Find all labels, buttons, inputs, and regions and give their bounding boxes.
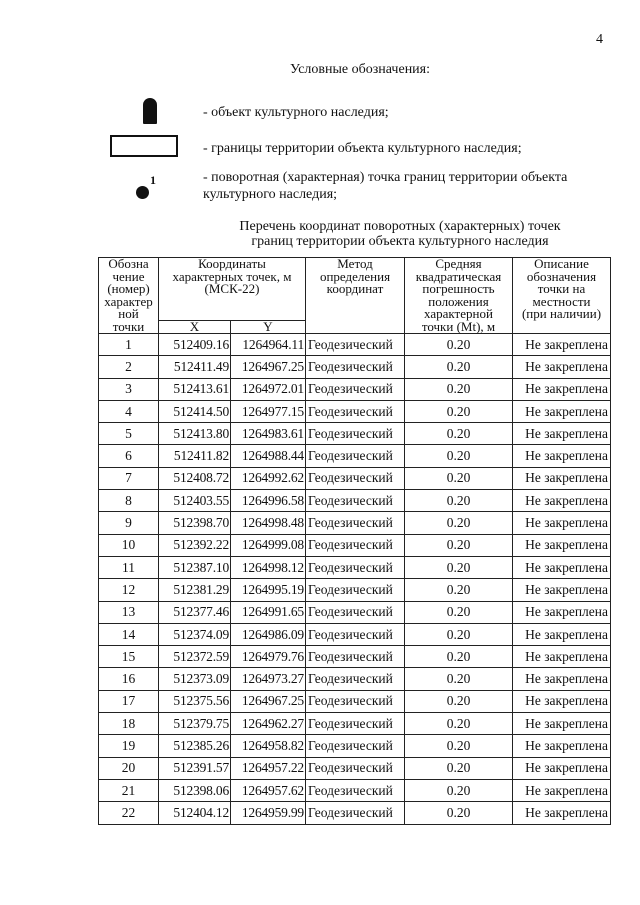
description-cell: Не закреплена — [513, 668, 611, 690]
point-number-cell: 16 — [99, 668, 159, 690]
accuracy-cell: 0.20 — [405, 802, 513, 824]
x-coordinate-cell: 512391.57 — [159, 757, 231, 779]
description-cell: Не закреплена — [513, 646, 611, 668]
legend-title: Условные обозначения: — [289, 62, 431, 77]
y-coordinate-cell: 1264957.22 — [231, 757, 306, 779]
description-cell: Не закреплена — [513, 378, 611, 400]
point-number-cell: 21 — [99, 779, 159, 801]
point-number-cell: 10 — [99, 534, 159, 556]
method-cell: Геодезический — [306, 623, 405, 645]
description-cell: Не закреплена — [513, 512, 611, 534]
x-coordinate-cell: 512377.46 — [159, 601, 231, 623]
point-number-cell: 4 — [99, 400, 159, 422]
method-cell: Геодезический — [306, 579, 405, 601]
legend-item-point-line2: культурного наследия; — [203, 187, 338, 202]
accuracy-cell: 0.20 — [405, 445, 513, 467]
y-coordinate-cell: 1264957.62 — [231, 779, 306, 801]
description-cell: Не закреплена — [513, 556, 611, 578]
accuracy-cell: 0.20 — [405, 334, 513, 356]
table-row — [99, 356, 611, 378]
table-row — [99, 534, 611, 556]
table-row — [99, 400, 611, 422]
description-cell: Не закреплена — [513, 802, 611, 824]
header-method: Метод определения координат — [306, 258, 405, 334]
table-row — [99, 623, 611, 645]
description-cell: Не закреплена — [513, 623, 611, 645]
list-title — [140, 219, 640, 249]
method-cell: Геодезический — [306, 334, 405, 356]
accuracy-cell: 0.20 — [405, 690, 513, 712]
y-coordinate-cell: 1264977.15 — [231, 400, 306, 422]
description-cell: Не закреплена — [513, 579, 611, 601]
description-cell: Не закреплена — [513, 334, 611, 356]
x-coordinate-cell: 512411.49 — [159, 356, 231, 378]
accuracy-cell: 0.20 — [405, 467, 513, 489]
accuracy-cell: 0.20 — [405, 356, 513, 378]
accuracy-cell: 0.20 — [405, 779, 513, 801]
accuracy-cell: 0.20 — [405, 400, 513, 422]
description-cell: Не закреплена — [513, 690, 611, 712]
method-cell: Геодезический — [306, 556, 405, 578]
point-number-cell: 8 — [99, 490, 159, 512]
x-coordinate-cell: 512408.72 — [159, 467, 231, 489]
y-coordinate-cell: 1264959.99 — [231, 802, 306, 824]
table-row — [99, 423, 611, 445]
method-cell: Геодезический — [306, 445, 405, 467]
method-cell: Геодезический — [306, 534, 405, 556]
accuracy-cell: 0.20 — [405, 490, 513, 512]
method-cell: Геодезический — [306, 802, 405, 824]
point-number-cell: 2 — [99, 356, 159, 378]
table-row — [99, 467, 611, 489]
accuracy-cell: 0.20 — [405, 423, 513, 445]
header-accuracy: Средняя квадратическая погрешность положения характерной точки (Mt), м — [405, 258, 513, 334]
y-coordinate-cell: 1264992.62 — [231, 467, 306, 489]
method-cell: Геодезический — [306, 668, 405, 690]
accuracy-cell: 0.20 — [405, 601, 513, 623]
point-number-cell: 18 — [99, 713, 159, 735]
method-cell: Геодезический — [306, 757, 405, 779]
table-row — [99, 646, 611, 668]
accuracy-cell: 0.20 — [405, 378, 513, 400]
table-row — [99, 378, 611, 400]
table-row — [99, 334, 611, 356]
accuracy-cell: 0.20 — [405, 556, 513, 578]
point-number-cell: 22 — [99, 802, 159, 824]
accuracy-cell: 0.20 — [405, 757, 513, 779]
accuracy-cell: 0.20 — [405, 646, 513, 668]
description-cell: Не закреплена — [513, 400, 611, 422]
description-cell: Не закреплена — [513, 490, 611, 512]
description-cell: Не закреплена — [513, 601, 611, 623]
header-designation: Обозна чение (номер) характер ной точки — [99, 258, 159, 334]
x-coordinate-cell: 512409.16 — [159, 334, 231, 356]
table-row — [99, 713, 611, 735]
y-coordinate-cell: 1264973.27 — [231, 668, 306, 690]
y-coordinate-cell: 1264979.76 — [231, 646, 306, 668]
description-cell: Не закреплена — [513, 356, 611, 378]
x-coordinate-cell: 512398.06 — [159, 779, 231, 801]
method-cell: Геодезический — [306, 490, 405, 512]
header-description: Описание обозначения точки на местности (при наличии) — [513, 258, 611, 334]
method-cell: Геодезический — [306, 423, 405, 445]
page-number: 4 — [596, 32, 603, 47]
point-number-cell: 20 — [99, 757, 159, 779]
description-cell: Не закреплена — [513, 467, 611, 489]
point-number-cell: 11 — [99, 556, 159, 578]
x-coordinate-cell: 512381.29 — [159, 579, 231, 601]
turning-point-label: 1 — [150, 173, 156, 187]
accuracy-cell: 0.20 — [405, 713, 513, 735]
point-number-cell: 7 — [99, 467, 159, 489]
turning-point-icon — [136, 186, 149, 199]
point-number-cell: 17 — [99, 690, 159, 712]
x-coordinate-cell: 512411.82 — [159, 445, 231, 467]
y-coordinate-cell: 1264996.58 — [231, 490, 306, 512]
y-coordinate-cell: 1264999.08 — [231, 534, 306, 556]
accuracy-cell: 0.20 — [405, 534, 513, 556]
table-row — [99, 802, 611, 824]
x-coordinate-cell: 512413.61 — [159, 378, 231, 400]
method-cell: Геодезический — [306, 400, 405, 422]
method-cell: Геодезический — [306, 601, 405, 623]
list-title-line1: Перечень координат поворотных (характерных) точек — [239, 219, 561, 234]
y-coordinate-cell: 1264958.82 — [231, 735, 306, 757]
method-cell: Геодезический — [306, 512, 405, 534]
table-row — [99, 490, 611, 512]
x-coordinate-cell: 512404.12 — [159, 802, 231, 824]
header-y: Y — [231, 320, 306, 334]
x-coordinate-cell: 512379.75 — [159, 713, 231, 735]
table-row — [99, 779, 611, 801]
point-number-cell: 13 — [99, 601, 159, 623]
boundary-rectangle-icon — [110, 135, 178, 157]
y-coordinate-cell: 1264988.44 — [231, 445, 306, 467]
x-coordinate-cell: 512373.09 — [159, 668, 231, 690]
legend-item-object: - объект культурного наследия; — [203, 105, 389, 120]
table-row — [99, 690, 611, 712]
accuracy-cell: 0.20 — [405, 668, 513, 690]
x-coordinate-cell: 512413.80 — [159, 423, 231, 445]
point-number-cell: 15 — [99, 646, 159, 668]
table-row — [99, 512, 611, 534]
table-row — [99, 668, 611, 690]
y-coordinate-cell: 1264986.09 — [231, 623, 306, 645]
legend-item-point-line1: - поворотная (характерная) точка границ территории объекта — [203, 170, 568, 185]
accuracy-cell: 0.20 — [405, 623, 513, 645]
y-coordinate-cell: 1264998.12 — [231, 556, 306, 578]
method-cell: Геодезический — [306, 735, 405, 757]
y-coordinate-cell: 1264967.25 — [231, 356, 306, 378]
list-title-line2: границ территории объекта культурного наследия — [251, 234, 549, 249]
point-number-cell: 12 — [99, 579, 159, 601]
accuracy-cell: 0.20 — [405, 735, 513, 757]
legend-item-boundary: - границы территории объекта культурного наследия; — [203, 141, 522, 156]
table-row — [99, 445, 611, 467]
coordinates-table — [98, 257, 611, 825]
x-coordinate-cell: 512392.22 — [159, 534, 231, 556]
description-cell: Не закреплена — [513, 423, 611, 445]
description-cell: Не закреплена — [513, 445, 611, 467]
point-number-cell: 1 — [99, 334, 159, 356]
table-row — [99, 601, 611, 623]
point-number-cell: 19 — [99, 735, 159, 757]
x-coordinate-cell: 512387.10 — [159, 556, 231, 578]
x-coordinate-cell: 512385.26 — [159, 735, 231, 757]
x-coordinate-cell: 512414.50 — [159, 400, 231, 422]
y-coordinate-cell: 1264967.25 — [231, 690, 306, 712]
y-coordinate-cell: 1264964.11 — [231, 334, 306, 356]
method-cell: Геодезический — [306, 690, 405, 712]
accuracy-cell: 0.20 — [405, 579, 513, 601]
x-coordinate-cell: 512398.70 — [159, 512, 231, 534]
y-coordinate-cell: 1264991.65 — [231, 601, 306, 623]
point-number-cell: 3 — [99, 378, 159, 400]
table-row — [99, 556, 611, 578]
y-coordinate-cell: 1264983.61 — [231, 423, 306, 445]
x-coordinate-cell: 512372.59 — [159, 646, 231, 668]
description-cell: Не закреплена — [513, 735, 611, 757]
y-coordinate-cell: 1264998.48 — [231, 512, 306, 534]
table-body — [99, 334, 611, 825]
point-number-cell: 14 — [99, 623, 159, 645]
heritage-object-icon — [143, 98, 157, 124]
table-row — [99, 735, 611, 757]
method-cell: Геодезический — [306, 779, 405, 801]
description-cell: Не закреплена — [513, 534, 611, 556]
method-cell: Геодезический — [306, 646, 405, 668]
method-cell: Геодезический — [306, 713, 405, 735]
point-number-cell: 5 — [99, 423, 159, 445]
x-coordinate-cell: 512403.55 — [159, 490, 231, 512]
method-cell: Геодезический — [306, 378, 405, 400]
header-coordinates: Координаты характерных точек, м (МСК-22) — [159, 258, 306, 321]
method-cell: Геодезический — [306, 356, 405, 378]
header-x: X — [159, 320, 231, 334]
x-coordinate-cell: 512374.09 — [159, 623, 231, 645]
point-number-cell: 9 — [99, 512, 159, 534]
table-row — [99, 757, 611, 779]
x-coordinate-cell: 512375.56 — [159, 690, 231, 712]
table-row — [99, 579, 611, 601]
y-coordinate-cell: 1264962.27 — [231, 713, 306, 735]
point-number-cell: 6 — [99, 445, 159, 467]
description-cell: Не закреплена — [513, 713, 611, 735]
y-coordinate-cell: 1264995.19 — [231, 579, 306, 601]
description-cell: Не закреплена — [513, 779, 611, 801]
accuracy-cell: 0.20 — [405, 512, 513, 534]
description-cell: Не закреплена — [513, 757, 611, 779]
y-coordinate-cell: 1264972.01 — [231, 378, 306, 400]
method-cell: Геодезический — [306, 467, 405, 489]
